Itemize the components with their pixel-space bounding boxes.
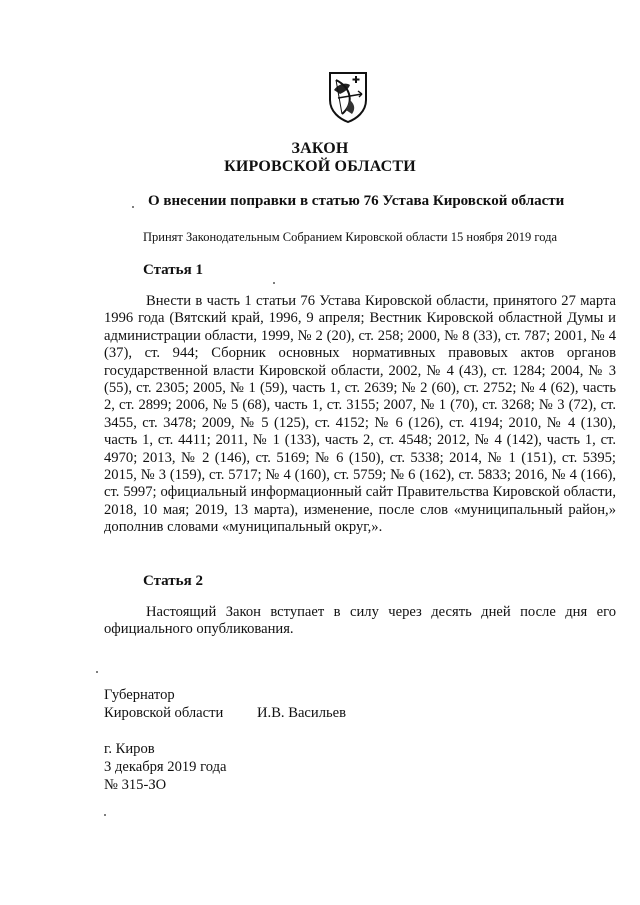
law-number: № 315-ЗО xyxy=(104,777,167,793)
kirov-region-coat-of-arms-icon xyxy=(326,70,370,124)
scan-speck xyxy=(273,282,275,284)
scan-speck xyxy=(104,814,106,816)
law-subject: О внесении поправки в статью 76 Устава Кировской области xyxy=(148,193,565,209)
scan-speck xyxy=(132,206,134,208)
article-2-text: Настоящий Закон вступает в силу через десять дней после дня его официального опубликования. xyxy=(104,604,616,638)
article-1-text: Внести в часть 1 статьи 76 Устава Кировской области, принятого 27 марта 1996 года (Вятский край, 1996, 9 апреля; Вестник Кировской областной Думы и администрации области, 1999, № 2 (20), ст. 258; 2000, № 8 (33), ст. 787; 2001, № 4 (37), ст. 944; Сборник основных нормативных правовых актов органов государственной власти Кировской области, 2002, № 4 (43), ст. 1284; 2004, № 3 (55), ст. 2305; 2005, № 1 (59), часть 1, ст. 2639; № 2 (60), ст. 2752; № 4 (62), часть 2, ст. 2899; 2006, № 5 (68), часть 1, ст. 3155; 2007, № 1 (70), ст. 3268; № 3 (72), ст. 3455, ст. 3478; 2009, № 5 (125), ст. 4152; № 6 (126), ст. 4194; 2010, № 4 (130), часть 1, ст. 4411; 2011, № 1 (133), часть 2, ст. 4548; 2012, № 4 (142), часть 1, ст. 4970; 2013, № 2 (146), ст. 5169; № 6 (150), ст. 5338; 2014, № 1 (151), ст. 5395; 2015, № 3 (159), ст. 5717; № 4 (160), ст. 5759; № 6 (162), ст. 5833; 2016, № 4 (166), ст. 5997; официальный информационный сайт Правительства Кировской области, 2018, 10 мая; 2019, 13 марта), изменение, после слов «муниципальный район,» дополнив словами «муниципальный округ,». xyxy=(104,293,616,536)
article-2-heading: Статья 2 xyxy=(143,573,203,589)
place-of-signing: г. Киров xyxy=(104,741,155,757)
issuing-region-title: КИРОВСКОЙ ОБЛАСТИ xyxy=(224,158,416,175)
adoption-note: Принят Законодательным Собранием Кировской области 15 ноября 2019 года xyxy=(143,230,558,244)
document-type-title: ЗАКОН xyxy=(291,140,349,157)
article-1-heading: Статья 1 xyxy=(143,262,203,278)
signatory-name: И.В. Васильев xyxy=(257,705,347,721)
signing-date: 3 декабря 2019 года xyxy=(104,759,227,775)
signatory-position-line-1: Губернатор xyxy=(104,687,175,703)
signatory-position-line-2: Кировской области xyxy=(104,705,224,721)
scan-speck xyxy=(96,671,98,673)
